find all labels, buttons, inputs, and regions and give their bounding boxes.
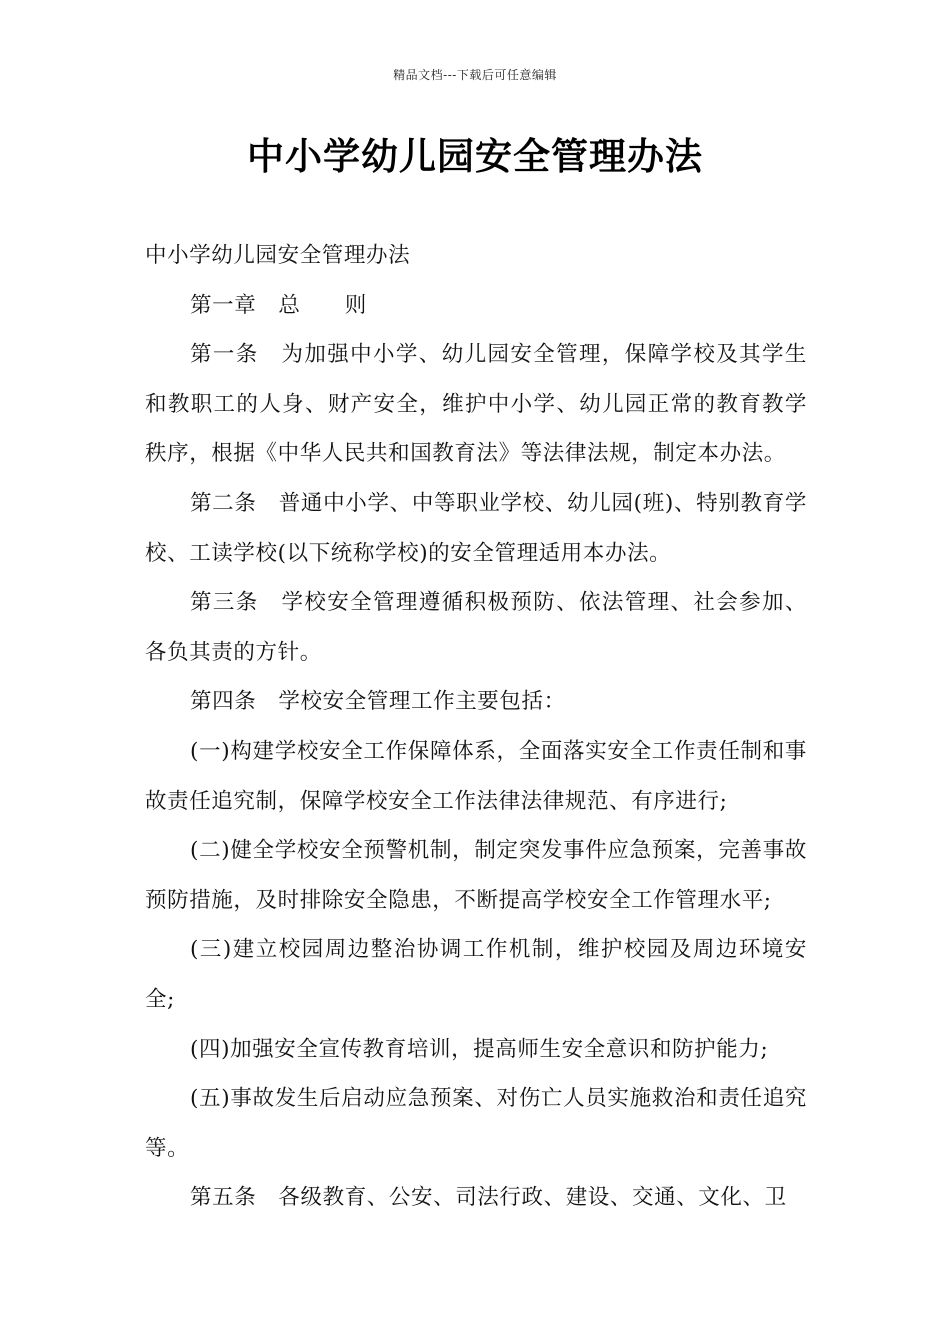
article-5: 第五条 各级教育、公安、司法行政、建设、交通、文化、卫	[190, 1185, 787, 1211]
paragraph-subtitle: 中小学幼儿园安全管理办法	[145, 243, 411, 268]
document-body	[145, 231, 807, 1223]
article-1: 第一条 为加强中小学、幼儿园安全管理，保障学校及其学生和教职工的人身、财产安全，维护中小学、幼儿园正常的教育教学秩序，根据《中华人民共和国教育法》等法律法规，制定本办法。	[145, 342, 807, 467]
article-4: 第四条 学校安全管理工作主要包括：	[190, 689, 566, 715]
article-4-item-1: (一)构建学校安全工作保障体系，全面落实安全工作责任制和事故责任追究制，保障学校安全工作法律法律规范、有序进行;	[145, 738, 807, 814]
article-2: 第二条 普通中小学、中等职业学校、幼儿园(班)、特别教育学校、工读学校(以下统称学校)的安全管理适用本办法。	[145, 490, 807, 566]
chapter-heading: 第一章 总 则	[190, 292, 367, 318]
document-title: 中小学幼儿园安全管理办法	[247, 135, 703, 178]
header-note: 精品文档---下载后可任意编辑	[393, 68, 557, 82]
article-3: 第三条 学校安全管理遵循积极预防、依法管理、社会参加、各负其责的方针。	[145, 590, 807, 665]
article-4-item-2: (二)健全学校安全预警机制，制定突发事件应急预案，完善事故预防措施，及时排除安全隐患，不断提高学校安全工作管理水平;	[145, 838, 807, 913]
article-4-item-5: (五)事故发生后启动应急预案、对伤亡人员实施救治和责任追究等。	[145, 1086, 807, 1161]
article-4-item-4: (四)加强安全宣传教育培训，提高师生安全意识和防护能力;	[190, 1036, 769, 1062]
article-4-item-3: (三)建立校园周边整治协调工作机制，维护校园及周边环境安全;	[145, 937, 807, 1012]
